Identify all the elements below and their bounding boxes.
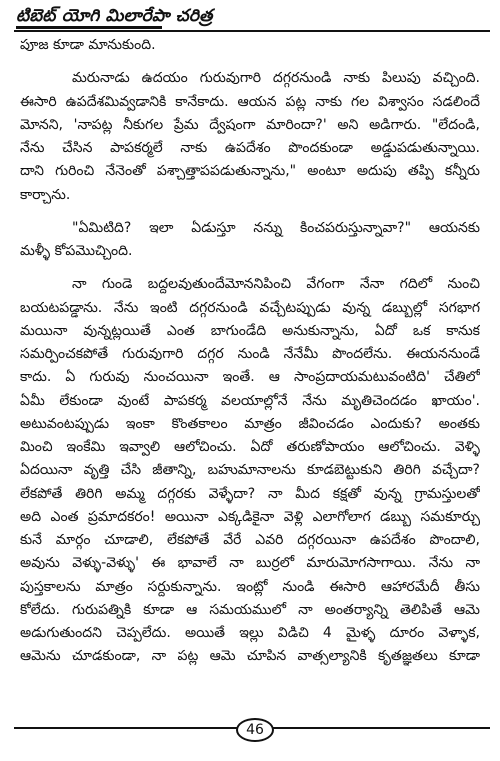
text-line: కాదు. ఏ గురువు నుంచయినా ఇంతే. ఆ సాంప్రదాయమటువంటిది' చేతిలో <box>20 369 480 386</box>
paragraph <box>20 34 480 57</box>
text-line: అవును వెళ్ళు-వెళ్ళు' ఈ భావాలే నా బుర్రలో మారుమోగసాగాయి. నేను నా <box>20 555 480 572</box>
text-line: ఆమెను చూడకుండా, నా పట్ల ఆమె చూపిన వాత్సల్యానికి కృతజ్ఞతలు కూడా <box>20 648 480 665</box>
page-number: 46 <box>236 718 274 742</box>
body-text <box>20 34 480 669</box>
text-line: ఏదయినా వృత్తి చేసి జీతాన్ని, బహుమానాలను కూడబెట్టుకుని తిరిగి వచ్చేదా? <box>20 462 480 479</box>
text-line: నేను చేసిన పాపకర్మలే నాకు ఉపదేశం పొందకుండా అడ్డుపడుతున్నాయి. <box>20 140 480 156</box>
text-line: అడుగుతుందని చెప్పలేదు. అయితే ఇల్లు విడిచి 4 మైళ్ళ దూరం వెళ్ళాక, <box>20 625 480 641</box>
text-line: మోనని, 'నాపట్ల నీకుగల ప్రేమ ద్వేషంగా మారిందా?' అని అడిగారు. "లేదండి, <box>20 116 480 133</box>
text-line: మయినా వున్నట్లయితే ఎంత బాగుండేది అనుకున్నాను, ఏదో ఒక కానుక <box>20 322 480 339</box>
text-line: "ఏమిటిది? ఇలా ఏడుస్తూ నన్ను కించపరుస్తున్నావా?" ఆయనకు <box>72 219 480 236</box>
text-line: కోలేదు. గురుపత్నికి కూడా ఆ సమయములో నా అంతర్యాన్ని తెలిపితే ఆమె <box>20 601 480 618</box>
text-line: అది ఎంత ప్రమాదకరం! అయినా ఎక్కడికైనా వెళ్లి ఎలాగోలాగ డబ్బు సమకూర్చు <box>20 508 480 525</box>
text-line: కునే మార్గం చూడాలి, లేకపోతే వేరే ఎవరి దగ్గరయినా ఉపదేశం పొందాలి, <box>20 532 480 548</box>
text-line: ఈసారి ఉపదేశమివ్వడానికి కానేకాదు. ఆయన పట్ల నాకు గల విశ్వాసం సడలిందే <box>20 93 480 110</box>
text-line: పుస్తకాలను మాత్రం సర్దుకున్నాను. ఇంట్లో నుండి ఈసారి ఆహారమేదీ తీసు <box>20 578 480 595</box>
text-line: లేకపోతే తిరిగి అమ్మ దగ్గరకు వెళ్ళేదా? నా మీద కక్షతో వున్న గ్రామస్తులతో <box>20 485 480 502</box>
running-header <box>14 4 490 32</box>
text-line: మరునాడు ఉదయం గురువుగారి దగ్గరనుండి నాకు పిలుపు వచ్చింది. <box>72 70 480 87</box>
text-line: పూజ కూడా మానుకుంది. <box>20 37 156 53</box>
text-line: అటువంటప్పుడు ఇంకా కొంతకాలం మాత్రం జీవించడం ఎందుకు? అంతకు <box>20 415 480 432</box>
text-line: కార్చాను. <box>20 186 71 203</box>
text-line: నా గుండె బద్దలవుతుందేమోననిపించి వేగంగా నేనా గదిలో నుంచి <box>72 276 480 293</box>
text-line: దాని గురించి నేనెంతో పశ్చాత్తాపపడుతున్నాను," అంటూ అదుపు తప్పి కన్నీరు <box>20 163 480 180</box>
paragraph <box>20 273 480 668</box>
text-line: మళ్ళీ కోపమొచ్చింది. <box>20 243 133 259</box>
text-line: ఏమీ లేకుండా వుంటే పాపకర్మ వలయాల్లోనే నేను మృతిచెందడం ఖాయం'. <box>20 392 480 409</box>
paragraph <box>20 217 480 264</box>
text-line: బయటపడ్డాను. నేను ఇంటి దగ్గరనుండి వచ్చేటప్పుడు వున్న డబ్బుల్లో సగభాగ <box>20 299 480 316</box>
paragraph <box>20 67 480 207</box>
running-header-title: టిబెట్ యోగి మిలారేపా చరిత్ర <box>16 6 213 26</box>
text-line: సమర్పించకపోతే గురువుగారి దగ్గర నుండి నేనేమీ పొందలేను. ఈయననుండే <box>20 346 480 362</box>
text-line: మించి ఇంకేమి ఇవ్వాలి ఆలోచించు. ఏదో తరుణోపాయం ఆలోచించు. వెళ్ళి <box>20 439 480 455</box>
title-underline <box>16 26 162 29</box>
